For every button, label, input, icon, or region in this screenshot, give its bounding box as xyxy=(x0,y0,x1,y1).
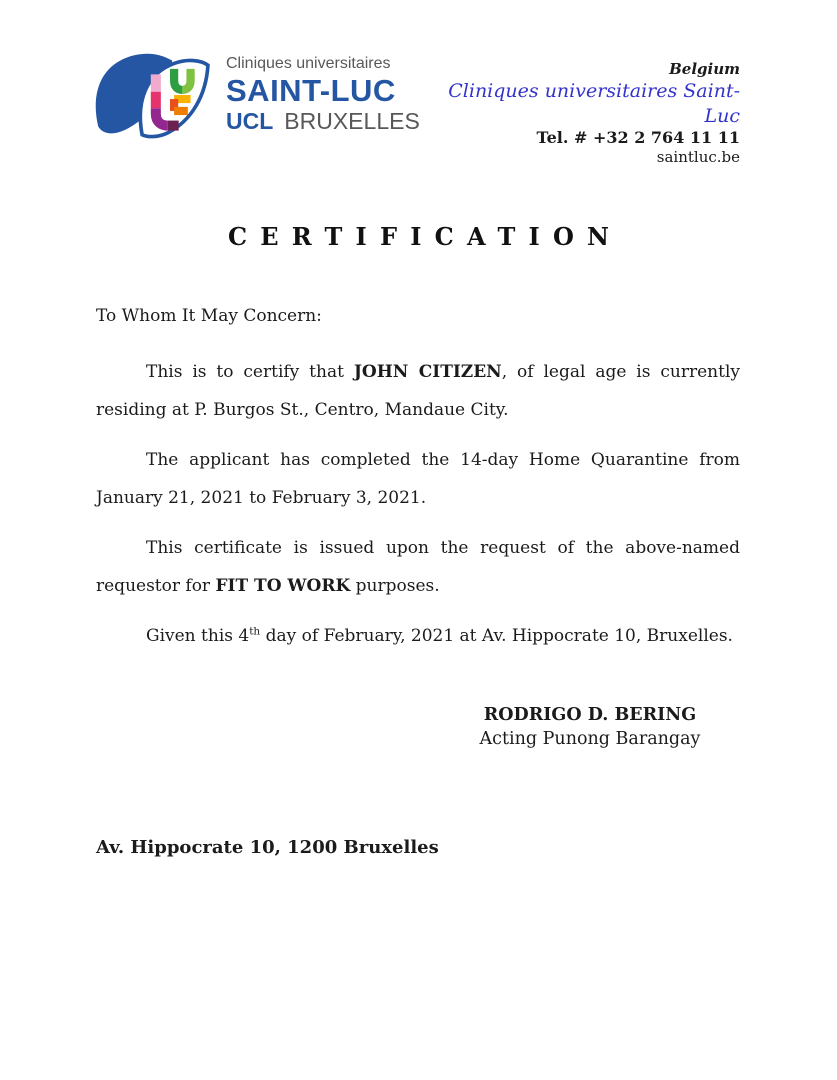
paragraph-given-date xyxy=(96,617,740,655)
contact-website: saintluc.be xyxy=(656,148,740,167)
signature-block xyxy=(440,703,740,751)
logo-tagline: Cliniques universitaires xyxy=(226,54,391,72)
document-header xyxy=(0,0,837,167)
paragraph-purpose-post: purposes. xyxy=(350,576,440,596)
logo-ucl-acronym: UCL xyxy=(226,108,274,135)
saintluc-logo-text xyxy=(226,55,420,135)
footer-address: Av. Hippocrate 10, 1200 Bruxelles xyxy=(96,837,439,858)
purpose-label: FIT TO WORK xyxy=(215,576,351,596)
given-date-post: day of February, 2021 at Av. Hippocrate 10, Bruxelles. xyxy=(260,626,733,646)
document-body xyxy=(96,297,740,655)
paragraph-quarantine: The applicant has completed the 14-day Home Quarantine from January 21, 2021 to February 3, 2021. xyxy=(96,450,740,508)
ordinal-suffix: th xyxy=(249,625,261,638)
saintluc-logo-mark xyxy=(90,48,218,141)
contact-phone: Tel. # +32 2 764 11 11 xyxy=(536,127,740,147)
given-date-pre: Given this 4 xyxy=(146,626,250,646)
paragraph-residency-post: , of legal age is currently residing at P. Burgos St., Centro, Mandaue City. xyxy=(96,362,740,420)
signatory-title: Acting Punong Barangay xyxy=(479,729,701,749)
logo-hospital-name: SAINT-LUC xyxy=(226,72,396,108)
contact-country: Belgium xyxy=(669,60,740,78)
logo-city: BRUXELLES xyxy=(284,108,420,135)
contact-organization: Cliniques universitaires Saint-Luc xyxy=(448,80,740,127)
paragraph-purpose-pre: This certificate is issued upon the request of the above-named requestor for xyxy=(96,538,740,596)
signatory-name: RODRIGO D. BERING xyxy=(483,705,697,725)
paragraph-residency-pre: This is to certify that xyxy=(146,362,354,382)
paragraph-purpose xyxy=(96,529,740,605)
document-title: CERTIFICATION xyxy=(227,222,623,251)
logo-subline xyxy=(226,109,420,134)
paragraph-residency xyxy=(96,353,740,429)
header-contact-block xyxy=(420,48,740,167)
applicant-name: JOHN CITIZEN xyxy=(353,362,502,382)
saintluc-logo xyxy=(90,48,420,141)
salutation: To Whom It May Concern: xyxy=(96,306,322,326)
